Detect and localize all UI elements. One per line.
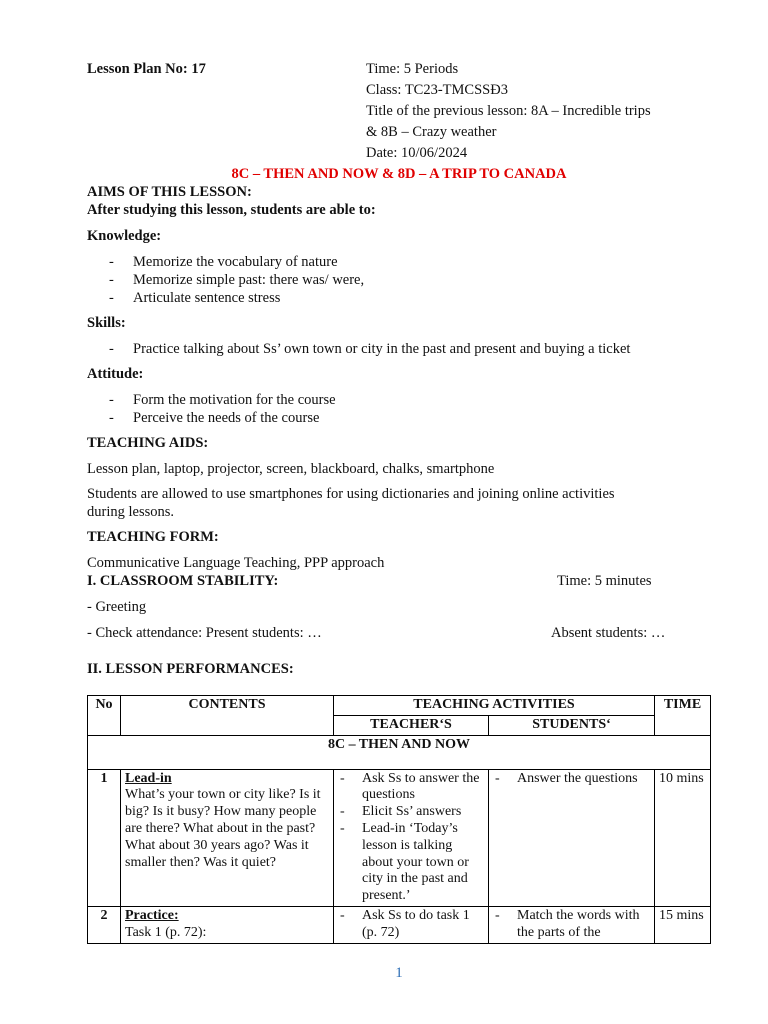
periods-time: Time: 5 Periods — [366, 61, 459, 77]
list-item: - Match the words with the parts of the — [493, 908, 650, 942]
attitude-list — [87, 391, 336, 427]
aims-heading: AIMS OF THIS LESSON: — [87, 184, 252, 200]
header-contents: CONTENTS — [121, 696, 334, 736]
row-teacher-activities — [334, 769, 489, 906]
class-code: Class: TC23-TMCSSĐ3 — [366, 82, 508, 98]
teaching-form-heading: TEACHING FORM: — [87, 529, 219, 545]
header-students: STUDENTS‘ — [489, 715, 655, 735]
lesson-table — [87, 695, 711, 944]
classroom-stability-heading: I. CLASSROOM STABILITY: — [87, 573, 279, 589]
absent-students: Absent students: … — [551, 625, 666, 641]
smartphone-note-cont: during lessons. — [87, 504, 174, 520]
lesson-date: Date: 10/06/2024 — [366, 145, 468, 161]
list-item: - Answer the questions — [493, 771, 650, 788]
teaching-aids-list: Lesson plan, laptop, projector, screen, blackboard, chalks, smartphone — [87, 461, 495, 477]
attitude-heading: Attitude: — [87, 366, 144, 382]
list-item: - Memorize the vocabulary of nature — [87, 253, 364, 271]
row-number: 1 — [88, 769, 121, 906]
greeting-item: - Greeting — [87, 599, 147, 615]
header-teacher: TEACHER‘S — [334, 715, 489, 735]
skills-list — [87, 340, 630, 358]
header-teaching-activities: TEACHING ACTIVITIES — [334, 696, 655, 716]
list-item: - Perceive the needs of the course — [87, 409, 336, 427]
section-title: 8C – THEN AND NOW — [88, 735, 711, 769]
row-content-text: What’s your town or city like? Is it big? Is it busy? How many people are there? What about in the past? What about 30 years ago? Was it smaller then? Was it quiet? — [125, 787, 321, 870]
attendance-item: - Check attendance: Present students: … — [87, 625, 322, 641]
list-item: - Ask Ss to answer the questions — [338, 771, 484, 805]
table-row — [88, 769, 711, 906]
header-no: No — [88, 696, 121, 736]
teaching-form-text: Communicative Language Teaching, PPP approach — [87, 555, 385, 571]
row-content-text: Task 1 (p. 72): — [125, 924, 207, 940]
previous-lesson-title: Title of the previous lesson: 8A – Incredible trips — [366, 103, 651, 119]
row-number: 2 — [88, 906, 121, 943]
lesson-performances-heading: II. LESSON PERFORMANCES: — [87, 661, 294, 677]
row-title: Lead-in — [125, 770, 172, 786]
page-number: 1 — [395, 965, 403, 981]
row-contents — [121, 906, 334, 943]
list-item: - Memorize simple past: there was/ were, — [87, 271, 364, 289]
row-contents — [121, 769, 334, 906]
table-row — [88, 906, 711, 943]
teaching-aids-heading: TEACHING AIDS: — [87, 435, 209, 451]
list-item: - Practice talking about Ss’ own town or city in the past and present and buying a ticket — [87, 340, 630, 358]
row-student-activities — [489, 906, 655, 943]
row-student-activities — [489, 769, 655, 906]
row-time: 15 mins — [655, 906, 711, 943]
header-time: TIME — [655, 696, 711, 736]
list-item: - Lead-in ‘Today’s lesson is talking about your town or city in the past and present.’ — [338, 821, 484, 905]
stability-time: Time: 5 minutes — [557, 573, 652, 589]
skills-heading: Skills: — [87, 315, 126, 331]
aims-intro: After studying this lesson, students are able to: — [87, 202, 376, 218]
table-section-row — [88, 735, 711, 769]
row-time: 10 mins — [655, 769, 711, 906]
list-item: - Elicit Ss’ answers — [338, 804, 484, 821]
list-item: - Form the motivation for the course — [87, 391, 336, 409]
knowledge-heading: Knowledge: — [87, 228, 162, 244]
lesson-title: 8C – THEN AND NOW & 8D – A TRIP TO CANADA — [231, 166, 567, 182]
table-header-row — [88, 696, 711, 716]
lesson-plan-number: Lesson Plan No: 17 — [87, 61, 206, 77]
list-item: - Ask Ss to do task 1 (p. 72) — [338, 908, 484, 942]
knowledge-list — [87, 253, 364, 307]
previous-lesson-title-cont: & 8B – Crazy weather — [366, 124, 497, 140]
row-teacher-activities — [334, 906, 489, 943]
list-item: - Articulate sentence stress — [87, 289, 364, 307]
smartphone-note: Students are allowed to use smartphones for using dictionaries and joining online activities — [87, 486, 615, 502]
row-title: Practice: — [125, 907, 179, 923]
